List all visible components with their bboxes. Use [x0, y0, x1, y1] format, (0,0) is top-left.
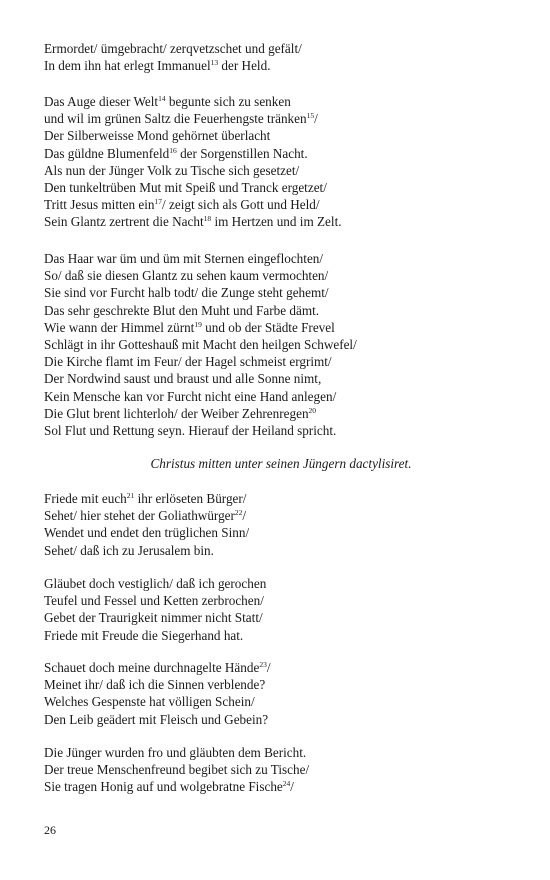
line-text: Tritt Jesus mitten ein [44, 197, 155, 213]
page-number: 26 [44, 823, 56, 837]
line-text: Das Auge dieser Welt [44, 94, 159, 109]
poem-line [44, 145, 530, 162]
line-text: / [314, 111, 318, 127]
line-text: Die Kirche flamt im Feur/ der Hagel schmeist ergrimt/ [44, 354, 332, 370]
line-text: Das güldne Blumenfeld [44, 145, 170, 161]
footnote-marker: 21 [126, 491, 135, 500]
line-text: Friede mit euch [44, 491, 127, 506]
line-text: Gläubet doch vestiglich/ daß ich gerochen [44, 576, 267, 591]
stanza-7 [44, 744, 530, 796]
line-text: Teufel und Fessel und Ketten zerbrochen/ [44, 593, 264, 609]
line-text: / [290, 779, 294, 795]
poem-line [44, 524, 530, 541]
line-text: Das Haar war üm und üm mit Sternen eingeflochten/ [44, 251, 324, 266]
footnote-marker: 18 [203, 214, 212, 224]
line-text: Das sehr geschrekte Blut den Muht und Farbe dämt. [44, 302, 320, 318]
poem-line [44, 676, 530, 693]
poem-line [44, 575, 530, 592]
poem-line [44, 592, 530, 609]
stanza-2 [44, 93, 530, 231]
line-text: Wie wann der Himmel zürnt [44, 319, 195, 335]
line-text: der Sorgenstillen Nacht. [176, 145, 308, 161]
line-text: Ermordet/ ümgebracht/ zerqvetzschet und gefält/ [44, 41, 302, 56]
footnote-marker: 17 [154, 197, 163, 207]
poem-line [44, 93, 530, 110]
poem-line [44, 693, 530, 710]
poem-line [44, 319, 530, 336]
poem-line [44, 490, 530, 507]
line-text: Den tunkeltrüben Mut mit Speiß und Tranck ergetzet/ [44, 180, 327, 196]
poem-line [44, 778, 530, 795]
line-text: im Hertzen und im Zelt. [211, 214, 342, 230]
footnote-marker: 19 [194, 319, 202, 329]
line-text: der Held. [218, 58, 271, 74]
line-text: Wendet und endet den trüglichen Sinn/ [44, 525, 250, 541]
section-heading: Christus mitten unter seinen Jüngern dactylisiret. [150, 456, 412, 471]
line-text: Meinet ihr/ daß ich die Sinnen verblende? [44, 677, 266, 693]
line-text: Gebet der Traurigkeit nimmer nicht Statt/ [44, 610, 263, 626]
poem-line [44, 302, 530, 319]
line-text: Der Nordwind saust und braust und alle Sonne nimt, [44, 371, 322, 387]
line-text: Welches Gespenste hat völligen Schein/ [44, 694, 255, 710]
footnote-marker: 13 [210, 58, 219, 68]
line-text: Sol Flut und Rettung seyn. Hierauf der Heiland spricht. [44, 423, 337, 439]
footnote-marker: 15 [306, 111, 315, 121]
line-text: In dem ihn hat erlegt Immanuel [44, 58, 211, 74]
line-text: begunte sich zu senken [165, 94, 291, 109]
stanza-4 [44, 490, 530, 559]
line-text: Sie tragen Honig auf und wolgebratne Fische [44, 779, 283, 795]
line-text: / zeigt sich als Gott und Held/ [162, 197, 320, 213]
poem-line [44, 284, 530, 301]
line-text: Sie sind vor Furcht halb todt/ die Zunge steht gehemt/ [44, 285, 329, 301]
poem-line [44, 40, 530, 57]
line-text: / [266, 660, 271, 675]
poem-line [44, 57, 530, 74]
line-text: und wil im grünen Saltz die Feuerhengste tränken [44, 111, 307, 127]
line-text: Der Silberweisse Mond gehörnet überlacht [44, 128, 271, 144]
poem-line [44, 659, 530, 676]
poem-line [44, 110, 530, 127]
stanza-6 [44, 659, 530, 728]
line-text: Den Leib geädert mit Fleisch und Gebein? [44, 711, 269, 727]
footnote-marker: 16 [169, 145, 177, 155]
poem-line [44, 267, 530, 284]
footnote-marker: 22 [234, 508, 243, 518]
line-text: Schlägt in ihr Gotteshauß mit Macht den heilgen Schwefel/ [44, 337, 357, 353]
poem-line [44, 744, 530, 761]
footnote-marker: 24 [282, 779, 291, 789]
line-text: Die Jünger wurden fro und gläubten dem Bericht. [44, 745, 307, 760]
line-text: Als nun der Jünger Volk zu Tische sich gesetzet/ [44, 162, 300, 178]
line-text: / [242, 508, 247, 524]
poem-line [44, 507, 530, 524]
poem-line [44, 422, 530, 439]
stanza-5 [44, 575, 530, 644]
line-text: Sehet/ hier stehet der Goliathwürger [44, 508, 235, 524]
poem-line [44, 388, 530, 405]
poem-line [44, 179, 530, 196]
line-text: So/ daß sie diesen Glantz zu sehen kaum vermochten/ [44, 268, 329, 284]
poem-line [44, 542, 530, 559]
poem-line [44, 127, 530, 144]
stanza-1 [44, 40, 530, 74]
line-text: Die Glut brent lichterloh/ der Weiber Zehrenregen [44, 405, 309, 421]
line-text: und ob der Städte Frevel [201, 319, 335, 335]
footnote-marker: 23 [259, 660, 267, 669]
poem-line [44, 336, 530, 353]
footnote-marker: 20 [308, 405, 317, 415]
line-text: Der treue Menschenfreund begibet sich zu Tische/ [44, 762, 310, 778]
poem-line [44, 711, 530, 728]
line-text: Schauet doch meine durchnagelte Hände [44, 660, 260, 675]
footnote-marker: 14 [158, 94, 166, 103]
poem-line [44, 370, 530, 387]
poem-line [44, 761, 530, 778]
poem-line [44, 213, 530, 230]
poem-line [44, 609, 530, 626]
poem-line [44, 250, 530, 267]
line-text: Kein Mensche kan vor Furcht nicht eine Hand anlegen/ [44, 388, 337, 404]
stanza-3 [44, 250, 530, 439]
line-text: Friede mit Freude die Siegerhand hat. [44, 627, 244, 643]
poem-line [44, 196, 530, 213]
line-text: Sehet/ daß ich zu Jerusalem bin. [44, 542, 214, 558]
poem-line [44, 627, 530, 644]
poem-line [44, 353, 530, 370]
line-text: ihr erlöseten Bürger/ [134, 491, 247, 506]
poem-line [44, 162, 530, 179]
line-text: Sein Glantz zertrent die Nacht [44, 214, 204, 230]
poem-line [44, 405, 530, 422]
